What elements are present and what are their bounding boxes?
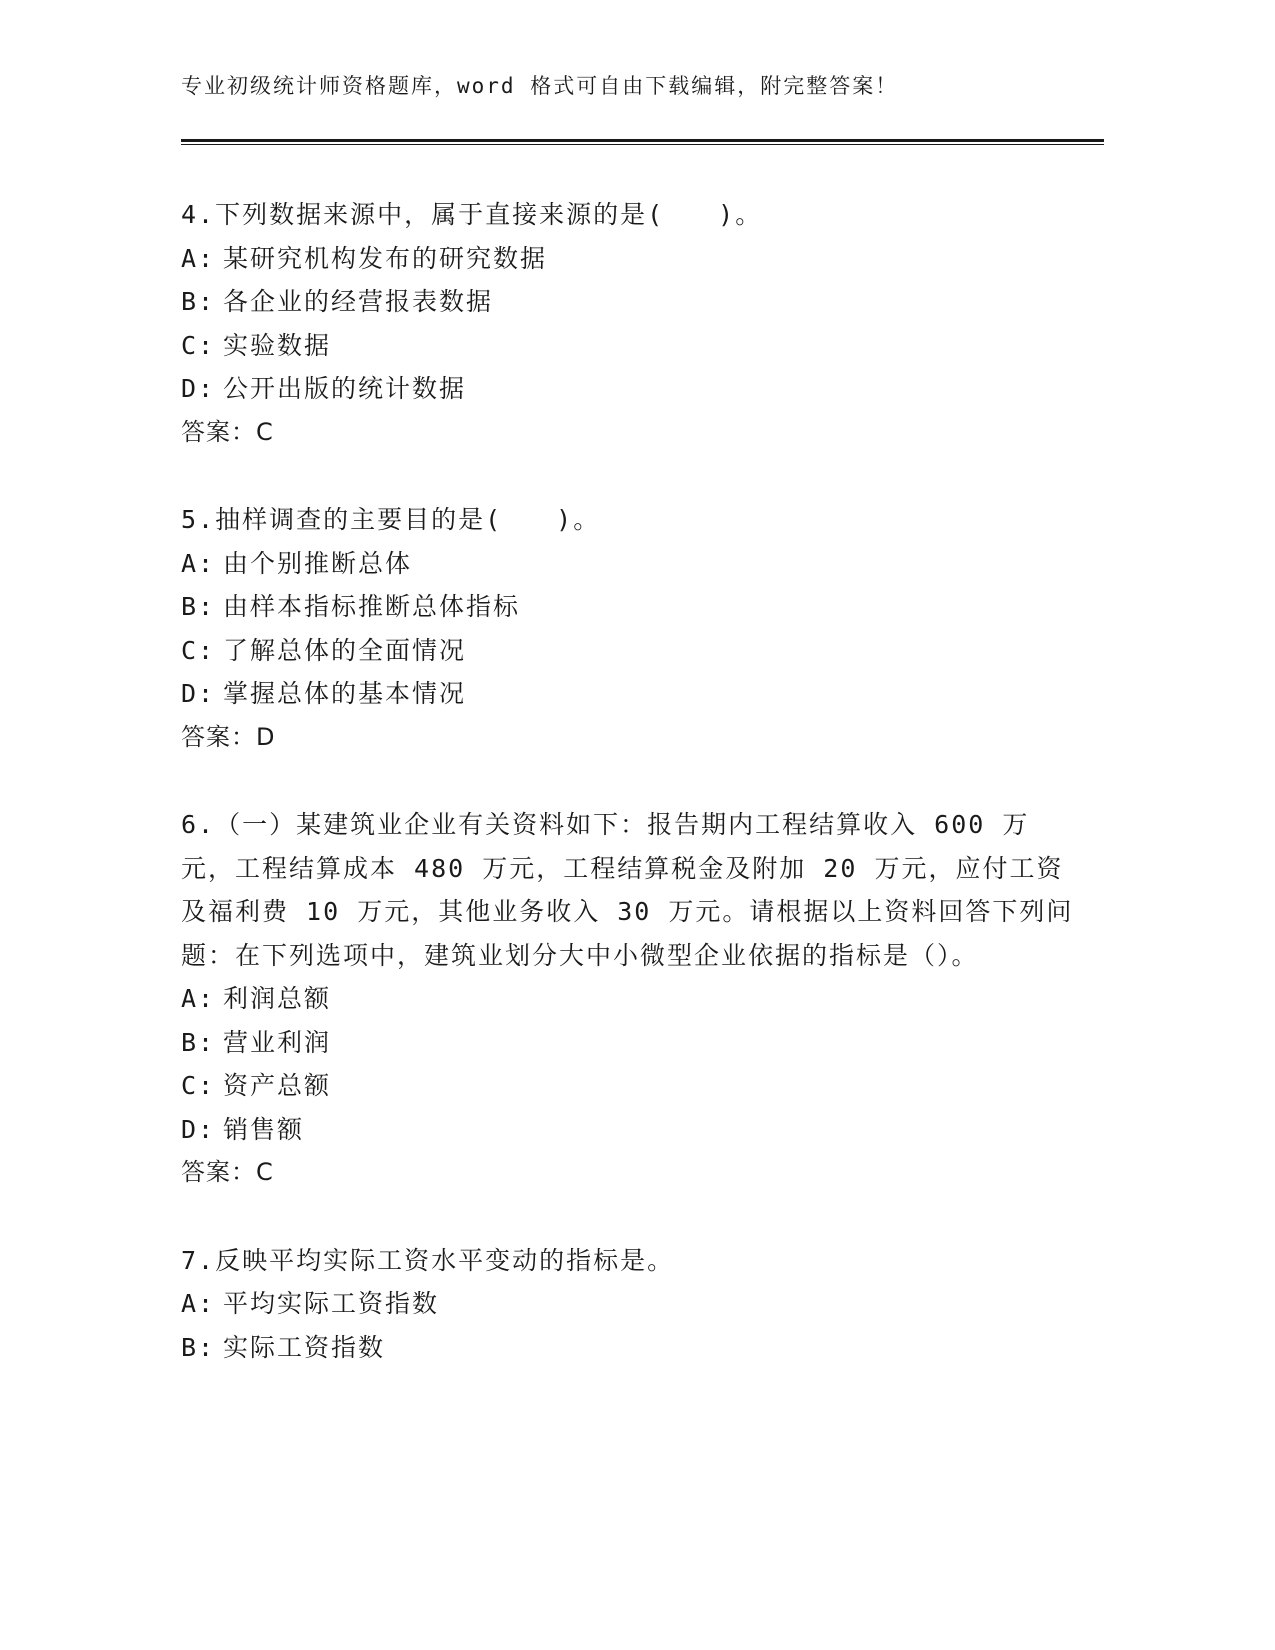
option-text: 由样本指标推断总体指标 [223,592,521,621]
option-c [181,629,1081,673]
option-d [181,1108,1081,1152]
option-letter: B: [181,592,216,621]
option-text: 公开出版的统计数据 [223,374,467,403]
question-list [181,193,1081,1413]
question-stem: 7.反映平均实际工资水平变动的指标是。 [181,1245,675,1275]
question-5 [181,498,1081,759]
option-text: 掌握总体的基本情况 [223,679,467,708]
option-letter: A: [181,984,216,1013]
option-text: 销售额 [223,1114,305,1144]
answer-line: 答案：C [181,417,274,446]
option-b [181,1326,1081,1370]
option-text: 了解总体的全面情况 [223,635,467,665]
option-letter: A: [181,1289,216,1318]
question-stem: 5.抽样调查的主要目的是( )。 [181,505,601,534]
option-text: 营业利润 [223,1027,332,1057]
answer-line: 答案：C [181,1158,274,1186]
header-rule-thick [181,139,1104,142]
option-d [181,367,1081,411]
option-c [181,1064,1081,1108]
option-letter: D: [181,679,216,708]
option-text: 实验数据 [223,330,332,360]
option-b [181,280,1081,324]
option-letter: C: [181,1071,216,1100]
option-letter: C: [181,330,216,360]
header-rule-thin [181,144,1104,145]
option-a [181,542,1081,586]
option-letter: C: [181,635,216,665]
option-d [181,672,1081,716]
option-text: 资产总额 [223,1071,332,1100]
option-text: 各企业的经营报表数据 [223,287,494,316]
answer-line: 答案：D [181,722,276,751]
option-letter: B: [181,1332,216,1362]
option-letter: A: [181,548,216,578]
option-a [181,977,1081,1021]
option-text: 某研究机构发布的研究数据 [223,243,548,273]
question-stem: 6.（一）某建筑业企业有关资料如下：报告期内工程结算收入 600 万元，工程结算成本 480 万元，工程结算税金及附加 20 万元，应付工资及福利费 10 万元，其他业务收入 30 万元。请根据以上资料回答下列问题：在下列选项中，建筑业划分大中小微型企业依据的指标是（）。 [181,810,1074,970]
option-text: 平均实际工资指数 [223,1289,440,1318]
question-6 [181,803,1081,1195]
option-letter: D: [181,1114,216,1144]
page-header-text: 专业初级统计师资格题库，word 格式可自由下载编辑，附完整答案！ [181,74,899,98]
option-a [181,237,1081,281]
option-letter: B: [181,1027,216,1057]
option-letter: A: [181,243,216,273]
option-c [181,324,1081,368]
option-text: 实际工资指数 [223,1332,386,1362]
question-7 [181,1239,1081,1370]
option-letter: B: [181,287,216,316]
option-text: 由个别推断总体 [223,548,413,578]
question-4 [181,193,1081,454]
option-text: 利润总额 [223,984,332,1013]
question-stem: 4.下列数据来源中，属于直接来源的是( )。 [181,200,763,229]
option-a [181,1282,1081,1326]
option-b [181,585,1081,629]
option-letter: D: [181,374,216,403]
option-b [181,1021,1081,1065]
